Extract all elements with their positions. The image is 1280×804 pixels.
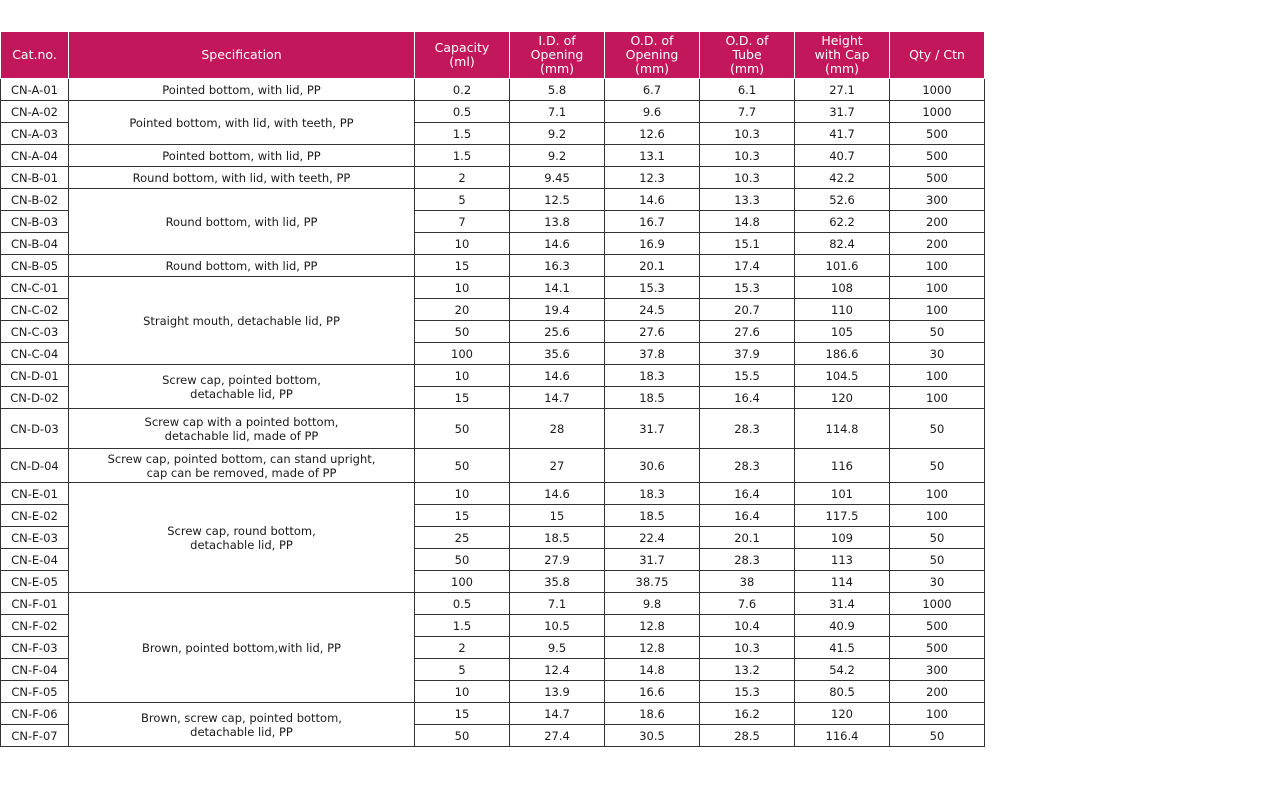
height-cell: 40.7	[795, 145, 890, 167]
id-opening-cell: 14.1	[510, 277, 605, 299]
cat-no-cell: CN-B-05	[1, 255, 69, 277]
id-opening-cell: 9.45	[510, 167, 605, 189]
height-cell: 27.1	[795, 79, 890, 101]
id-opening-cell: 10.5	[510, 615, 605, 637]
capacity-cell: 50	[415, 409, 510, 449]
id-opening-cell: 9.2	[510, 123, 605, 145]
height-cell: 41.5	[795, 637, 890, 659]
qty-cell: 500	[890, 145, 985, 167]
cat-no-cell: CN-F-05	[1, 681, 69, 703]
specification-cell: Screw cap, round bottom, detachable lid, PP	[69, 483, 415, 593]
od-tube-cell: 17.4	[700, 255, 795, 277]
capacity-cell: 10	[415, 277, 510, 299]
od-tube-cell: 16.4	[700, 483, 795, 505]
od-tube-cell: 10.3	[700, 637, 795, 659]
cat-no-cell: CN-F-07	[1, 725, 69, 747]
id-opening-cell: 18.5	[510, 527, 605, 549]
qty-cell: 300	[890, 659, 985, 681]
cat-no-cell: CN-A-03	[1, 123, 69, 145]
capacity-cell: 1.5	[415, 145, 510, 167]
capacity-cell: 10	[415, 365, 510, 387]
od-opening-cell: 18.5	[605, 387, 700, 409]
capacity-cell: 7	[415, 211, 510, 233]
cat-no-cell: CN-C-04	[1, 343, 69, 365]
capacity-cell: 15	[415, 255, 510, 277]
od-opening-cell: 14.8	[605, 659, 700, 681]
capacity-cell: 50	[415, 449, 510, 483]
id-opening-cell: 13.9	[510, 681, 605, 703]
od-opening-cell: 18.3	[605, 483, 700, 505]
height-cell: 31.4	[795, 593, 890, 615]
id-opening-cell: 9.5	[510, 637, 605, 659]
height-cell: 42.2	[795, 167, 890, 189]
id-opening-cell: 14.6	[510, 233, 605, 255]
header-cat-no: Cat.no.	[1, 32, 69, 79]
od-opening-cell: 30.6	[605, 449, 700, 483]
id-opening-cell: 19.4	[510, 299, 605, 321]
id-opening-cell: 27.9	[510, 549, 605, 571]
od-opening-cell: 9.8	[605, 593, 700, 615]
id-opening-cell: 13.8	[510, 211, 605, 233]
od-tube-cell: 28.3	[700, 409, 795, 449]
specification-cell: Brown, pointed bottom,with lid, PP	[69, 593, 415, 703]
header-od-opening: O.D. of Opening (mm)	[605, 32, 700, 79]
id-opening-cell: 35.6	[510, 343, 605, 365]
qty-cell: 30	[890, 343, 985, 365]
od-opening-cell: 31.7	[605, 549, 700, 571]
table-header-row	[1, 32, 985, 79]
od-tube-cell: 6.1	[700, 79, 795, 101]
capacity-cell: 15	[415, 387, 510, 409]
capacity-cell: 1.5	[415, 123, 510, 145]
od-tube-cell: 27.6	[700, 321, 795, 343]
cat-no-cell: CN-F-04	[1, 659, 69, 681]
capacity-cell: 10	[415, 681, 510, 703]
header-specification: Specification	[69, 32, 415, 79]
height-cell: 105	[795, 321, 890, 343]
height-cell: 80.5	[795, 681, 890, 703]
qty-cell: 30	[890, 571, 985, 593]
qty-cell: 100	[890, 483, 985, 505]
qty-cell: 50	[890, 549, 985, 571]
od-opening-cell: 12.6	[605, 123, 700, 145]
qty-cell: 100	[890, 703, 985, 725]
cat-no-cell: CN-E-01	[1, 483, 69, 505]
height-cell: 62.2	[795, 211, 890, 233]
cat-no-cell: CN-D-04	[1, 449, 69, 483]
qty-cell: 50	[890, 449, 985, 483]
capacity-cell: 10	[415, 233, 510, 255]
od-tube-cell: 15.5	[700, 365, 795, 387]
id-opening-cell: 14.6	[510, 365, 605, 387]
height-cell: 108	[795, 277, 890, 299]
qty-cell: 50	[890, 409, 985, 449]
height-cell: 120	[795, 703, 890, 725]
qty-cell: 500	[890, 615, 985, 637]
od-tube-cell: 15.1	[700, 233, 795, 255]
header-qty-ctn: Qty / Ctn	[890, 32, 985, 79]
height-cell: 104.5	[795, 365, 890, 387]
id-opening-cell: 14.7	[510, 387, 605, 409]
od-tube-cell: 15.3	[700, 681, 795, 703]
height-cell: 113	[795, 549, 890, 571]
od-tube-cell: 13.3	[700, 189, 795, 211]
capacity-cell: 50	[415, 321, 510, 343]
cat-no-cell: CN-A-02	[1, 101, 69, 123]
od-tube-cell: 28.5	[700, 725, 795, 747]
od-tube-cell: 7.7	[700, 101, 795, 123]
id-opening-cell: 25.6	[510, 321, 605, 343]
od-opening-cell: 18.5	[605, 505, 700, 527]
qty-cell: 200	[890, 681, 985, 703]
cat-no-cell: CN-E-05	[1, 571, 69, 593]
od-opening-cell: 24.5	[605, 299, 700, 321]
od-tube-cell: 38	[700, 571, 795, 593]
product-spec-table-container	[0, 31, 985, 747]
od-opening-cell: 31.7	[605, 409, 700, 449]
capacity-cell: 25	[415, 527, 510, 549]
cat-no-cell: CN-C-02	[1, 299, 69, 321]
cat-no-cell: CN-E-04	[1, 549, 69, 571]
height-cell: 101	[795, 483, 890, 505]
capacity-cell: 0.5	[415, 593, 510, 615]
height-cell: 41.7	[795, 123, 890, 145]
od-opening-cell: 14.6	[605, 189, 700, 211]
od-tube-cell: 20.7	[700, 299, 795, 321]
id-opening-cell: 27	[510, 449, 605, 483]
capacity-cell: 0.2	[415, 79, 510, 101]
od-opening-cell: 6.7	[605, 79, 700, 101]
od-tube-cell: 10.3	[700, 145, 795, 167]
capacity-cell: 100	[415, 571, 510, 593]
cat-no-cell: CN-F-02	[1, 615, 69, 637]
od-opening-cell: 20.1	[605, 255, 700, 277]
table-row	[1, 449, 985, 483]
capacity-cell: 0.5	[415, 101, 510, 123]
qty-cell: 200	[890, 233, 985, 255]
qty-cell: 1000	[890, 593, 985, 615]
od-opening-cell: 15.3	[605, 277, 700, 299]
od-opening-cell: 38.75	[605, 571, 700, 593]
od-tube-cell: 16.2	[700, 703, 795, 725]
id-opening-cell: 12.5	[510, 189, 605, 211]
capacity-cell: 1.5	[415, 615, 510, 637]
capacity-cell: 15	[415, 703, 510, 725]
qty-cell: 300	[890, 189, 985, 211]
height-cell: 82.4	[795, 233, 890, 255]
specification-cell: Straight mouth, detachable lid, PP	[69, 277, 415, 365]
cat-no-cell: CN-A-01	[1, 79, 69, 101]
capacity-cell: 2	[415, 167, 510, 189]
capacity-cell: 50	[415, 725, 510, 747]
height-cell: 101.6	[795, 255, 890, 277]
specification-cell: Pointed bottom, with lid, PP	[69, 79, 415, 101]
cat-no-cell: CN-A-04	[1, 145, 69, 167]
height-cell: 54.2	[795, 659, 890, 681]
od-tube-cell: 10.3	[700, 167, 795, 189]
qty-cell: 100	[890, 365, 985, 387]
table-row	[1, 365, 985, 387]
height-cell: 31.7	[795, 101, 890, 123]
od-opening-cell: 27.6	[605, 321, 700, 343]
table-row	[1, 255, 985, 277]
od-opening-cell: 18.6	[605, 703, 700, 725]
id-opening-cell: 16.3	[510, 255, 605, 277]
cat-no-cell: CN-F-01	[1, 593, 69, 615]
id-opening-cell: 12.4	[510, 659, 605, 681]
capacity-cell: 15	[415, 505, 510, 527]
id-opening-cell: 14.7	[510, 703, 605, 725]
capacity-cell: 20	[415, 299, 510, 321]
qty-cell: 100	[890, 277, 985, 299]
table-row	[1, 483, 985, 505]
id-opening-cell: 15	[510, 505, 605, 527]
cat-no-cell: CN-C-01	[1, 277, 69, 299]
od-opening-cell: 13.1	[605, 145, 700, 167]
qty-cell: 200	[890, 211, 985, 233]
table-body	[1, 79, 985, 747]
table-row	[1, 703, 985, 725]
height-cell: 40.9	[795, 615, 890, 637]
id-opening-cell: 9.2	[510, 145, 605, 167]
specification-cell: Screw cap, pointed bottom, detachable lid, PP	[69, 365, 415, 409]
qty-cell: 100	[890, 387, 985, 409]
od-tube-cell: 16.4	[700, 387, 795, 409]
od-tube-cell: 14.8	[700, 211, 795, 233]
od-opening-cell: 12.8	[605, 637, 700, 659]
specification-cell: Pointed bottom, with lid, PP	[69, 145, 415, 167]
cat-no-cell: CN-D-02	[1, 387, 69, 409]
od-opening-cell: 30.5	[605, 725, 700, 747]
specification-cell: Screw cap with a pointed bottom, detachable lid, made of PP	[69, 409, 415, 449]
od-opening-cell: 16.9	[605, 233, 700, 255]
capacity-cell: 5	[415, 189, 510, 211]
cat-no-cell: CN-E-03	[1, 527, 69, 549]
qty-cell: 500	[890, 123, 985, 145]
table-row	[1, 79, 985, 101]
od-tube-cell: 13.2	[700, 659, 795, 681]
od-tube-cell: 28.3	[700, 449, 795, 483]
qty-cell: 100	[890, 299, 985, 321]
specification-cell: Round bottom, with lid, PP	[69, 189, 415, 255]
od-opening-cell: 12.8	[605, 615, 700, 637]
specification-cell: Brown, screw cap, pointed bottom, detachable lid, PP	[69, 703, 415, 747]
qty-cell: 100	[890, 255, 985, 277]
od-opening-cell: 16.6	[605, 681, 700, 703]
id-opening-cell: 27.4	[510, 725, 605, 747]
od-opening-cell: 22.4	[605, 527, 700, 549]
height-cell: 52.6	[795, 189, 890, 211]
cat-no-cell: CN-B-02	[1, 189, 69, 211]
specification-cell: Round bottom, with lid, PP	[69, 255, 415, 277]
height-cell: 116.4	[795, 725, 890, 747]
cat-no-cell: CN-D-03	[1, 409, 69, 449]
cat-no-cell: CN-F-03	[1, 637, 69, 659]
cat-no-cell: CN-B-04	[1, 233, 69, 255]
qty-cell: 500	[890, 167, 985, 189]
id-opening-cell: 28	[510, 409, 605, 449]
table-row	[1, 167, 985, 189]
od-tube-cell: 10.4	[700, 615, 795, 637]
qty-cell: 50	[890, 527, 985, 549]
product-spec-table	[0, 31, 985, 747]
capacity-cell: 50	[415, 549, 510, 571]
header-od-tube: O.D. of Tube (mm)	[700, 32, 795, 79]
height-cell: 114	[795, 571, 890, 593]
id-opening-cell: 14.6	[510, 483, 605, 505]
capacity-cell: 5	[415, 659, 510, 681]
cat-no-cell: CN-C-03	[1, 321, 69, 343]
header-capacity: Capacity (ml)	[415, 32, 510, 79]
id-opening-cell: 7.1	[510, 593, 605, 615]
cat-no-cell: CN-B-03	[1, 211, 69, 233]
id-opening-cell: 7.1	[510, 101, 605, 123]
id-opening-cell: 5.8	[510, 79, 605, 101]
qty-cell: 100	[890, 505, 985, 527]
od-tube-cell: 20.1	[700, 527, 795, 549]
od-tube-cell: 15.3	[700, 277, 795, 299]
capacity-cell: 10	[415, 483, 510, 505]
height-cell: 116	[795, 449, 890, 483]
id-opening-cell: 35.8	[510, 571, 605, 593]
specification-cell: Pointed bottom, with lid, with teeth, PP	[69, 101, 415, 145]
table-row	[1, 101, 985, 123]
capacity-cell: 100	[415, 343, 510, 365]
height-cell: 110	[795, 299, 890, 321]
od-opening-cell: 37.8	[605, 343, 700, 365]
qty-cell: 50	[890, 725, 985, 747]
height-cell: 120	[795, 387, 890, 409]
od-opening-cell: 9.6	[605, 101, 700, 123]
cat-no-cell: CN-E-02	[1, 505, 69, 527]
od-tube-cell: 10.3	[700, 123, 795, 145]
table-row	[1, 409, 985, 449]
table-row	[1, 145, 985, 167]
cat-no-cell: CN-F-06	[1, 703, 69, 725]
od-opening-cell: 12.3	[605, 167, 700, 189]
table-row	[1, 593, 985, 615]
height-cell: 186.6	[795, 343, 890, 365]
height-cell: 109	[795, 527, 890, 549]
qty-cell: 500	[890, 637, 985, 659]
od-tube-cell: 28.3	[700, 549, 795, 571]
height-cell: 117.5	[795, 505, 890, 527]
qty-cell: 1000	[890, 101, 985, 123]
header-id-opening: I.D. of Opening (mm)	[510, 32, 605, 79]
table-row	[1, 189, 985, 211]
table-row	[1, 277, 985, 299]
od-opening-cell: 16.7	[605, 211, 700, 233]
height-cell: 114.8	[795, 409, 890, 449]
cat-no-cell: CN-D-01	[1, 365, 69, 387]
od-tube-cell: 7.6	[700, 593, 795, 615]
specification-cell: Round bottom, with lid, with teeth, PP	[69, 167, 415, 189]
od-tube-cell: 16.4	[700, 505, 795, 527]
specification-cell: Screw cap, pointed bottom, can stand upright, cap can be removed, made of PP	[69, 449, 415, 483]
cat-no-cell: CN-B-01	[1, 167, 69, 189]
qty-cell: 1000	[890, 79, 985, 101]
header-height-with-cap: Height with Cap (mm)	[795, 32, 890, 79]
od-tube-cell: 37.9	[700, 343, 795, 365]
capacity-cell: 2	[415, 637, 510, 659]
od-opening-cell: 18.3	[605, 365, 700, 387]
qty-cell: 50	[890, 321, 985, 343]
